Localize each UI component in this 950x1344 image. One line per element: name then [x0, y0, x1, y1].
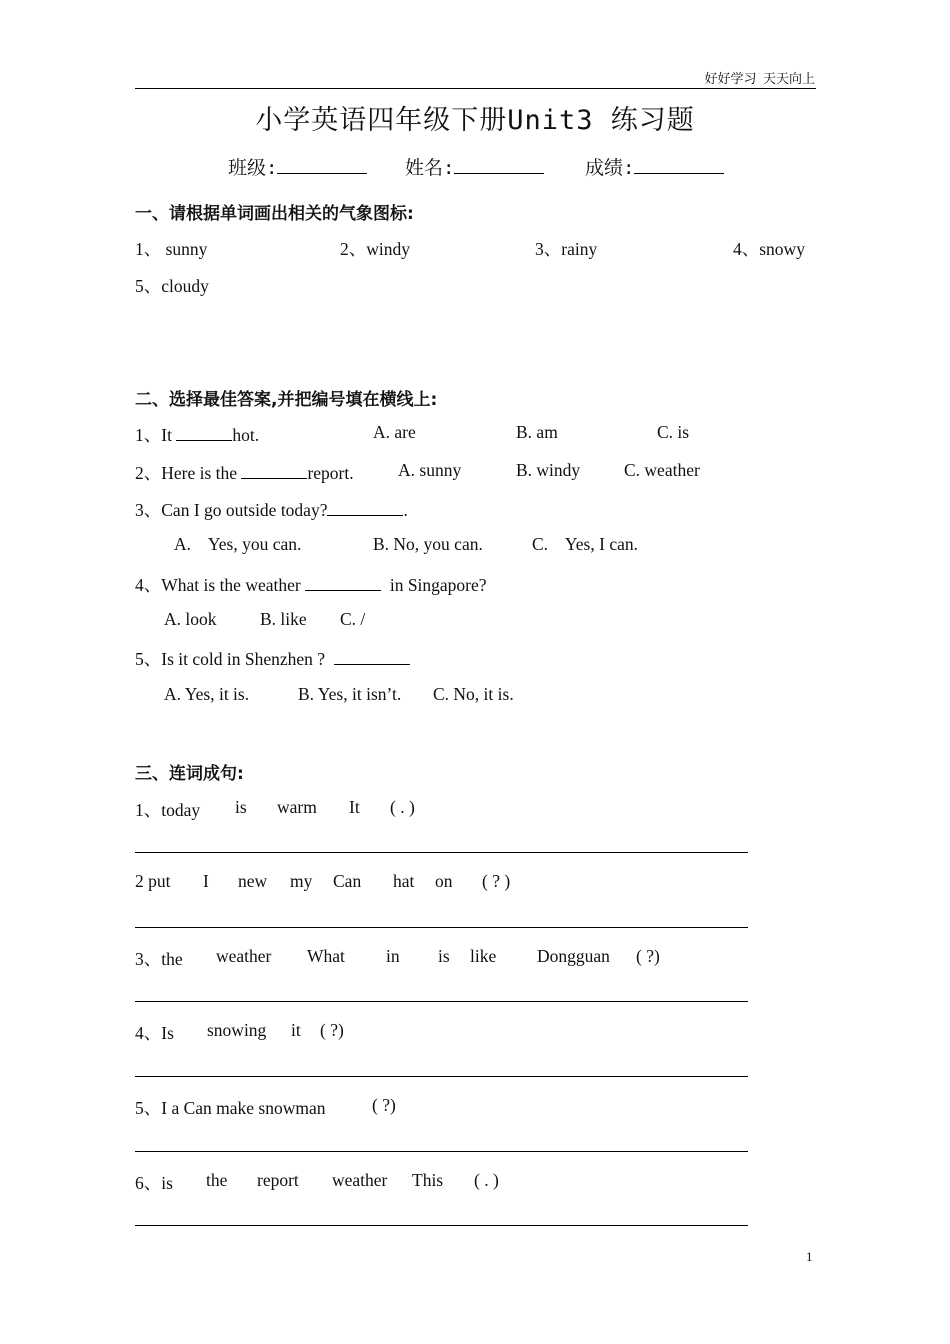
page-number: 1 — [806, 1249, 813, 1264]
s3-q3-word: weather — [216, 946, 272, 966]
s2-q3-option-b: B. No, you can. — [373, 534, 483, 554]
s3-q5-word: ( ?) — [372, 1095, 396, 1115]
s2-q5-option-c: C. No, it is. — [433, 684, 514, 704]
s2-q5-stem — [135, 646, 410, 671]
s3-q6-word: report — [257, 1170, 299, 1190]
s3-q2-word: I — [203, 871, 209, 891]
s2-q2-pre: 2、Here is the — [135, 463, 242, 483]
score-blank[interactable] — [634, 159, 724, 174]
section2-heading: 二、选择最佳答案,并把编号填在横线上: — [135, 390, 438, 410]
s3-q6-word: 6、is — [135, 1173, 173, 1193]
name-blank[interactable] — [454, 159, 544, 174]
page-title: 小学英语四年级下册Unit3 练习题 — [255, 105, 695, 136]
s3-q1-answer-line[interactable] — [135, 852, 748, 853]
s2-q3-pre: 3、Can I go outside today? — [135, 500, 328, 520]
s2-q2-option-c: C. weather — [624, 460, 700, 480]
s2-q1-pre: 1、It — [135, 425, 177, 445]
s3-q6-word: weather — [332, 1170, 388, 1190]
s2-q2-blank[interactable] — [241, 466, 307, 479]
s3-q4-word: it — [291, 1020, 301, 1040]
s3-q3-word: in — [386, 946, 400, 966]
s2-q4-blank[interactable] — [305, 578, 381, 591]
s3-q2-word: hat — [393, 871, 415, 891]
s2-q3-option-a: A. Yes, you can. — [174, 534, 302, 554]
s2-q5-blank[interactable] — [334, 652, 410, 665]
s3-q3-word: is — [438, 946, 450, 966]
s3-q3-word: 3、the — [135, 949, 183, 969]
s3-q1-word: warm — [277, 797, 317, 817]
s3-q1-word: 1、today — [135, 800, 201, 820]
s2-q1-post: hot. — [232, 425, 260, 445]
s2-q4-option-c: C. / — [340, 609, 366, 629]
s3-q3-word: ( ?) — [636, 946, 660, 966]
class-label: 班级: — [228, 157, 278, 179]
s1-item-4: 4、snowy — [733, 239, 805, 259]
s2-q4-stem — [135, 572, 487, 597]
s3-q3-answer-line[interactable] — [135, 1001, 748, 1002]
name-field — [405, 153, 544, 180]
s3-q3-word: Dongguan — [537, 946, 610, 966]
s3-q1-word: It — [349, 797, 360, 817]
s3-q6-word: ( . ) — [474, 1170, 499, 1190]
s3-q2-word: new — [238, 871, 268, 891]
header-rule — [135, 88, 816, 89]
s3-q2-word: ( ? ) — [482, 871, 511, 891]
section1-heading: 一、请根据单词画出相关的气象图标: — [135, 204, 414, 224]
s2-q5-pre: 5、Is it cold in Shenzhen ? — [135, 649, 334, 669]
s1-item-5: 5、cloudy — [135, 276, 209, 296]
s3-q2-word: 2 put — [135, 871, 171, 891]
s2-q4-option-a: A. look — [164, 609, 217, 629]
s2-q2-option-b: B. windy — [516, 460, 581, 480]
s2-q5-option-b: B. Yes, it isn’t. — [298, 684, 402, 704]
s2-q1-option-a: A. are — [373, 422, 416, 442]
section3-heading: 三、连词成句: — [135, 764, 244, 784]
s1-item-2: 2、windy — [340, 239, 410, 259]
s2-q4-post: in Singapore? — [381, 575, 487, 595]
s2-q3-blank[interactable] — [327, 503, 403, 516]
s3-q2-answer-line[interactable] — [135, 927, 748, 928]
score-label: 成绩: — [585, 157, 635, 179]
s2-q1-stem — [135, 422, 259, 447]
s3-q5-answer-line[interactable] — [135, 1151, 748, 1152]
s3-q2-word: on — [435, 871, 453, 891]
s3-q4-answer-line[interactable] — [135, 1076, 748, 1077]
s2-q2-stem — [135, 460, 354, 485]
class-blank[interactable] — [277, 159, 367, 174]
s2-q1-blank[interactable] — [176, 428, 232, 441]
s2-q3-option-c: C. Yes, I can. — [532, 534, 638, 554]
s3-q6-word: the — [206, 1170, 228, 1190]
s3-q6-word: This — [412, 1170, 444, 1190]
s2-q3-post: . — [403, 500, 408, 520]
s2-q4-option-b: B. like — [260, 609, 307, 629]
s2-q1-option-b: B. am — [516, 422, 558, 442]
class-field — [228, 153, 367, 180]
s3-q3-word: What — [307, 946, 345, 966]
s2-q5-option-a: A. Yes, it is. — [164, 684, 250, 704]
name-label: 姓名: — [405, 157, 455, 179]
s2-q2-post: report. — [307, 463, 354, 483]
s1-item-3: 3、rainy — [535, 239, 598, 259]
s3-q1-word: ( . ) — [390, 797, 415, 817]
s3-q6-answer-line[interactable] — [135, 1225, 748, 1226]
score-field — [585, 153, 724, 180]
s2-q4-pre: 4、What is the weather — [135, 575, 306, 595]
s3-q1-word: is — [235, 797, 247, 817]
s3-q2-word: Can — [333, 871, 362, 891]
s3-q4-word: 4、Is — [135, 1023, 174, 1043]
s2-q3-stem — [135, 497, 408, 522]
s3-q5-word: 5、I a Can make snowman — [135, 1098, 326, 1118]
s3-q4-word: ( ?) — [320, 1020, 344, 1040]
s3-q4-word: snowing — [207, 1020, 267, 1040]
s1-item-1: 1、 sunny — [135, 239, 208, 259]
s2-q1-option-c: C. is — [657, 422, 690, 442]
header-motto: 好好学习 天天向上 — [704, 71, 815, 86]
s3-q2-word: my — [290, 871, 313, 891]
s2-q2-option-a: A. sunny — [398, 460, 462, 480]
s3-q3-word: like — [470, 946, 497, 966]
